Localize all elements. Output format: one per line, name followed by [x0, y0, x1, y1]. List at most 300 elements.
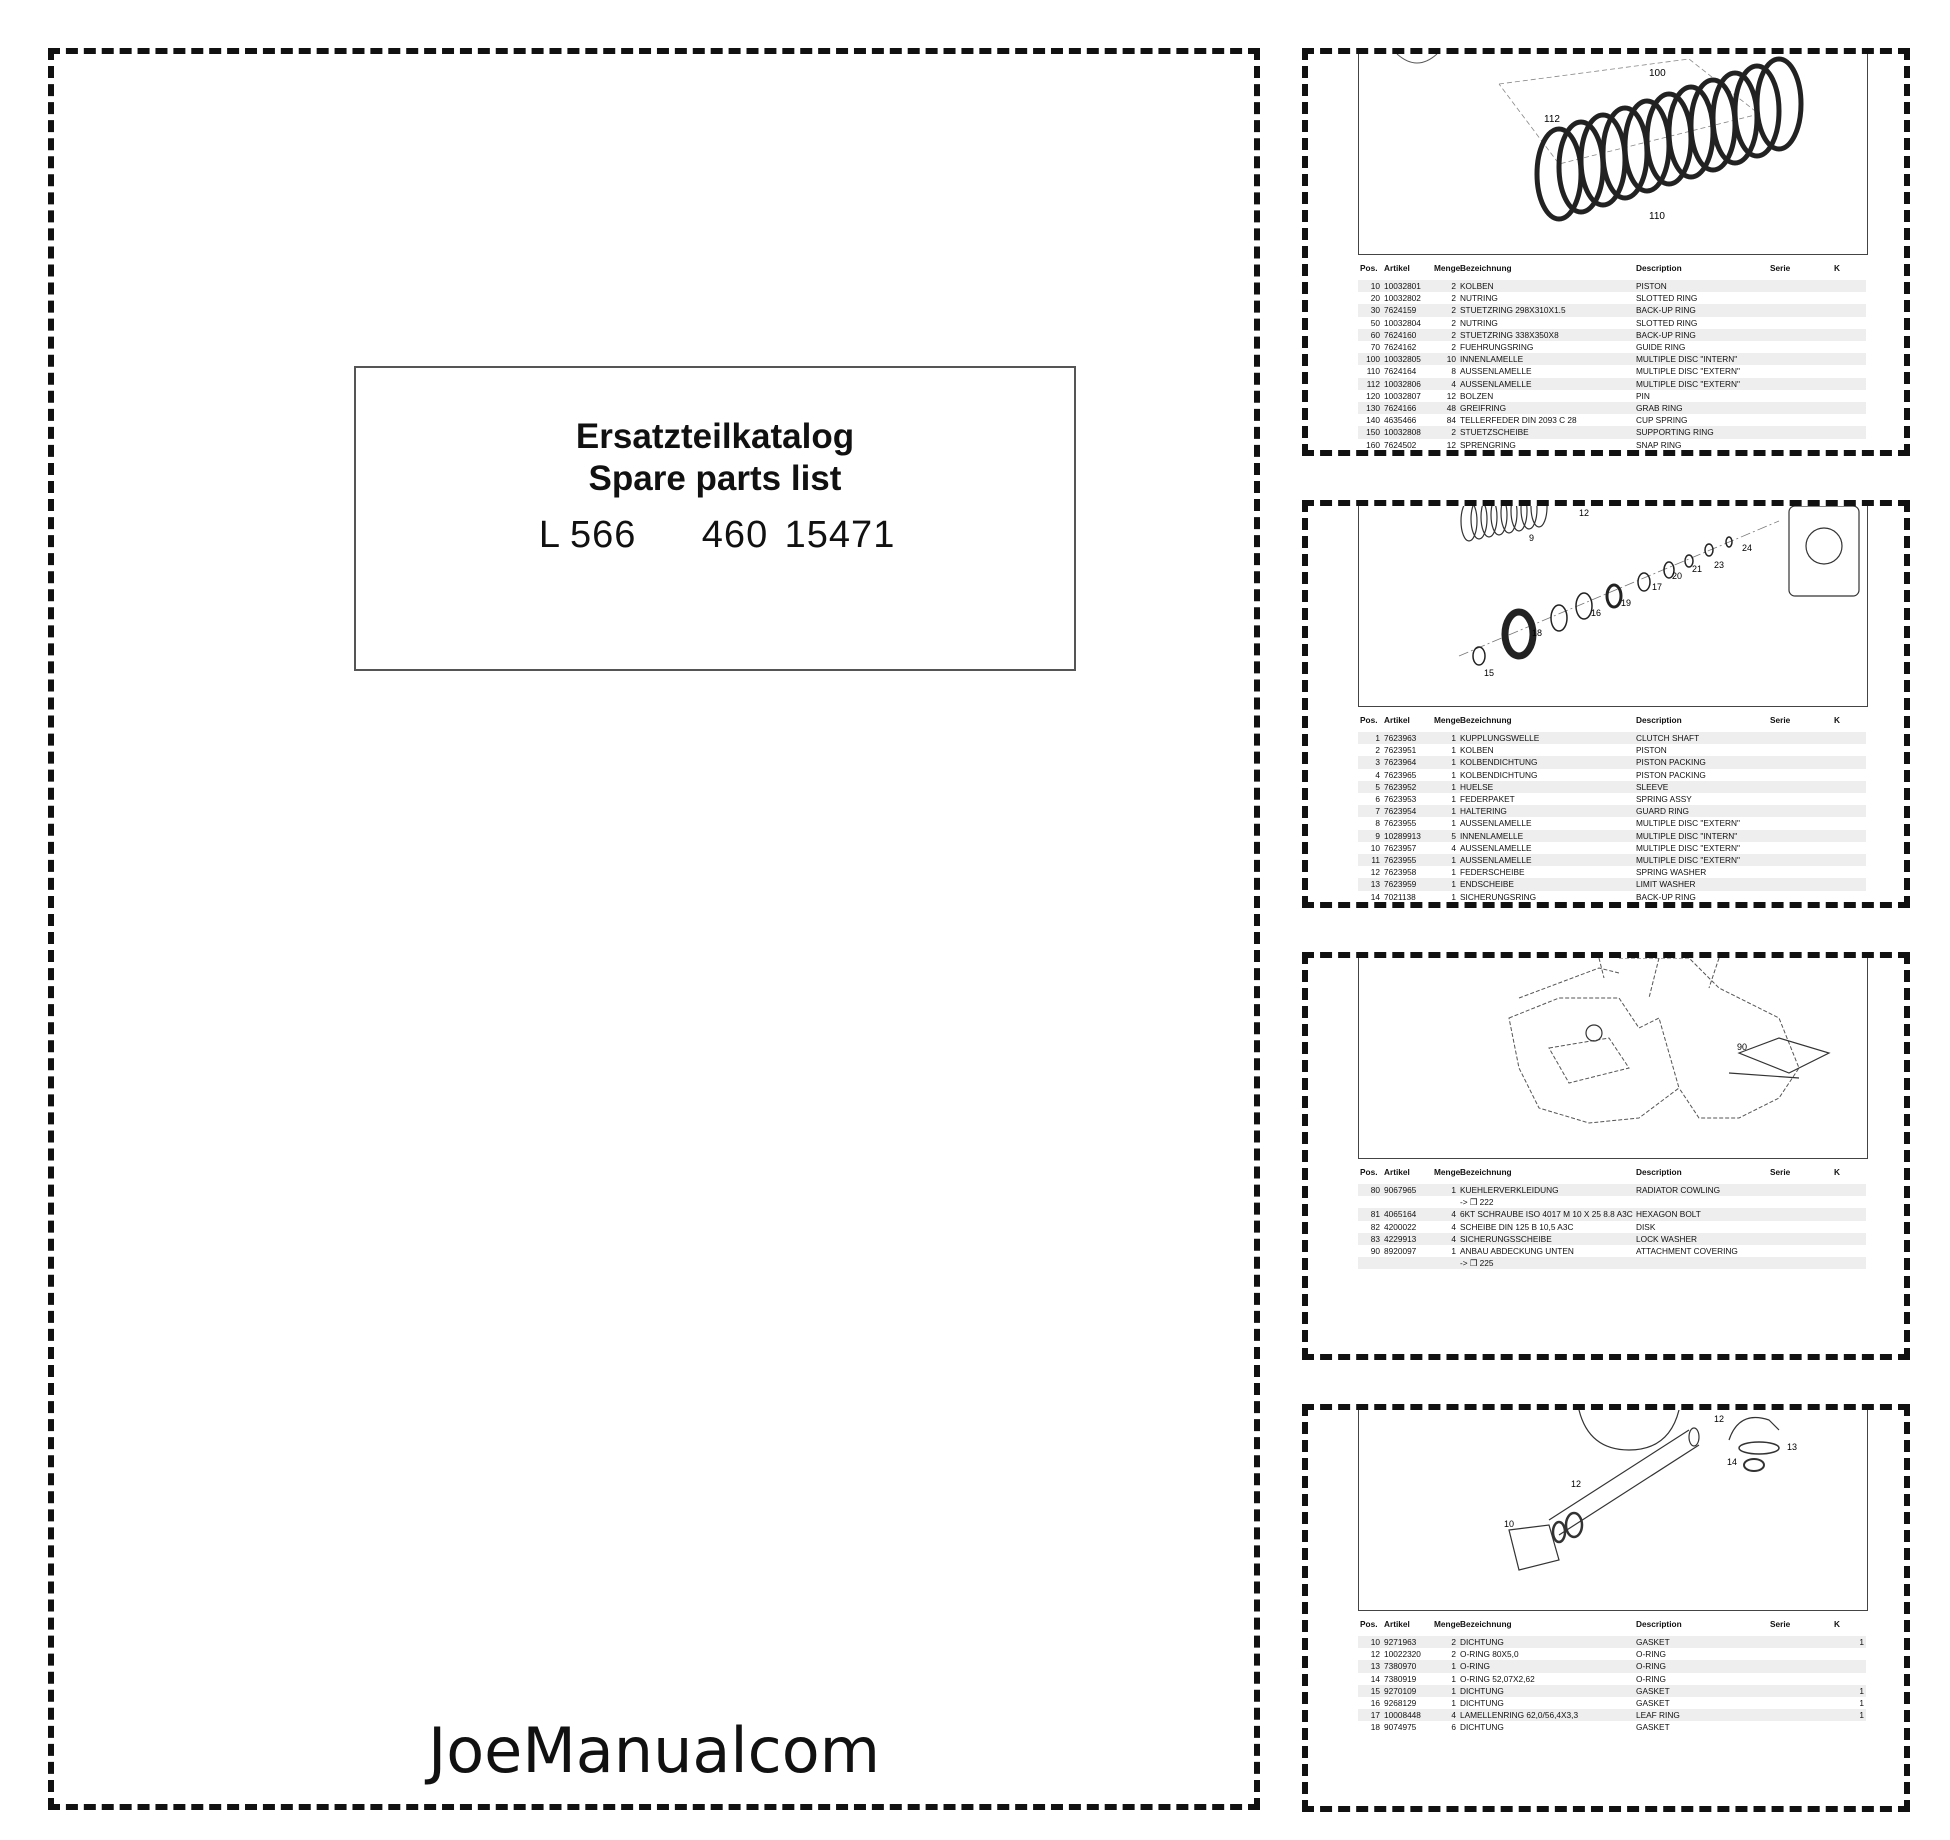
table-row [1358, 402, 1866, 414]
cell-pos: 100 [1358, 353, 1382, 365]
cell-menge: 1 [1432, 756, 1458, 768]
cell-bezeichnung: AUSSENLAMELLE [1458, 854, 1634, 866]
cell-description: SUPPORTING RING [1634, 426, 1768, 438]
col-artikel: Artikel [1384, 1619, 1410, 1629]
cell-artikel: 7380919 [1384, 1673, 1417, 1684]
cell-k [1832, 414, 1866, 426]
cell-artikel: 10032802 [1384, 293, 1421, 304]
table-row [1358, 1673, 1866, 1685]
cell-menge: 10 [1432, 353, 1458, 365]
cell-pos: 30 [1358, 304, 1382, 316]
parts-table [1358, 714, 1866, 903]
cell-pos: 110 [1366, 366, 1380, 377]
table-row [1358, 1184, 1866, 1196]
col-bezeichnung: Bezeichnung [1460, 715, 1512, 725]
cell-k [1832, 1233, 1866, 1245]
cell-serie [1768, 1709, 1832, 1721]
cell-bezeichnung: AUSSENLAMELLE [1460, 366, 1532, 377]
cell-menge: 2 [1432, 329, 1458, 341]
cell-menge: 12 [1446, 439, 1456, 450]
cell-pos: 11 [1358, 854, 1382, 866]
table-row [1358, 329, 1866, 341]
table-row [1358, 304, 1866, 316]
cell-pos: 10 [1358, 280, 1382, 292]
cell-artikel: 7623953 [1384, 794, 1417, 805]
col-serie: Serie [1770, 1619, 1791, 1629]
cell-k [1832, 1721, 1866, 1733]
table-row [1358, 1245, 1866, 1257]
cell-bezeichnung: FUEHRUNGSRING [1460, 342, 1534, 353]
cell-pos: 8 [1375, 818, 1380, 829]
cell-bezeichnung: KOLBENDICHTUNG [1460, 769, 1538, 780]
cell-serie [1768, 878, 1832, 890]
callout: 15 [1484, 668, 1495, 678]
cell-menge: 1 [1451, 1698, 1456, 1709]
col-k: K [1834, 1167, 1840, 1177]
cell-description: SLOTTED RING [1636, 317, 1698, 328]
watermark-text: JoeManualcom [427, 1714, 881, 1787]
cell-artikel: 7623958 [1384, 867, 1417, 878]
callout: 17 [1652, 582, 1663, 592]
cell-pos: 16 [1370, 1698, 1380, 1709]
cell-k [1832, 793, 1866, 805]
cell-k [1832, 1673, 1866, 1685]
cell-pos: 2 [1375, 745, 1380, 756]
catalog-code [356, 514, 1074, 557]
cell-serie [1768, 439, 1832, 451]
cell-pos: 6 [1375, 794, 1380, 805]
callout: 12 [1579, 508, 1590, 518]
table-row [1358, 1233, 1866, 1245]
cell-menge: 4 [1451, 842, 1456, 853]
table-header-row [1358, 1618, 1866, 1636]
cell-k [1832, 341, 1866, 353]
cell-bezeichnung: GREIFRING [1458, 402, 1634, 414]
cell-description: GASKET [1636, 1722, 1670, 1733]
catalog-code-number: 15471 [784, 514, 896, 556]
cell-pos: 13 [1358, 1660, 1382, 1672]
callout: 14 [1727, 1457, 1738, 1467]
cell-artikel: 4635466 [1384, 415, 1417, 426]
table-row [1358, 793, 1866, 805]
cell-artikel: 10032806 [1382, 378, 1432, 390]
cell-k [1832, 842, 1866, 854]
cell-k [1832, 781, 1866, 793]
callout: 19 [1621, 598, 1632, 608]
cell-menge: 48 [1432, 402, 1458, 414]
table-row [1358, 805, 1866, 817]
catalog-title-english: Spare parts list [588, 459, 842, 498]
cell-serie [1768, 1721, 1832, 1733]
cell-description: GASKET [1634, 1636, 1768, 1648]
callout: 110 [1649, 211, 1665, 222]
cell-pos: 15 [1358, 1685, 1382, 1697]
cell-menge: 1 [1432, 781, 1458, 793]
page-preview-1[interactable] [1302, 48, 1910, 456]
cell-serie [1768, 1196, 1832, 1208]
cell-k: 1 [1859, 1698, 1864, 1709]
cell-description: CUP SPRING [1636, 415, 1688, 426]
cell-description: O-RING [1636, 1649, 1666, 1660]
cell-menge: 1 [1451, 891, 1456, 902]
cell-pos: 3 [1358, 756, 1382, 768]
callout: 13 [1787, 1442, 1798, 1452]
cell-k [1832, 866, 1866, 878]
cell-artikel: 10032808 [1382, 426, 1432, 438]
catalog-code-model: 566 [570, 514, 637, 556]
cell-artikel: 9271963 [1382, 1636, 1432, 1648]
col-k: K [1834, 1619, 1840, 1629]
cell-description: O-RING [1634, 1660, 1768, 1672]
cell-bezeichnung: AUSSENLAMELLE [1460, 818, 1532, 829]
cell-k [1832, 1208, 1866, 1220]
table-row [1358, 891, 1866, 903]
catalog-title-box [354, 366, 1076, 671]
cell-bezeichnung: O-RING 52,07X2,62 [1460, 1673, 1535, 1684]
cell-description [1634, 1257, 1768, 1269]
cell-pos: 4 [1375, 769, 1380, 780]
cell-serie [1768, 1660, 1832, 1672]
callout: 23 [1714, 560, 1725, 570]
cell-bezeichnung: STUETZSCHEIBE [1458, 426, 1634, 438]
cell-bezeichnung: DICHTUNG [1458, 1636, 1634, 1648]
cell-artikel [1382, 1257, 1432, 1269]
cell-k [1832, 378, 1866, 390]
cell-description: O-RING [1636, 1673, 1666, 1684]
cell-bezeichnung: AUSSENLAMELLE [1460, 842, 1532, 853]
cell-serie [1768, 280, 1832, 292]
cell-description: MULTIPLE DISC "EXTERN" [1634, 378, 1768, 390]
cell-k: 1 [1832, 1636, 1866, 1648]
cell-bezeichnung: -> ❐ 222 [1460, 1197, 1494, 1208]
table-row [1358, 854, 1866, 866]
col-bezeichnung: Bezeichnung [1460, 1167, 1512, 1177]
col-menge: Menge [1434, 715, 1461, 725]
cell-description: GASKET [1634, 1685, 1768, 1697]
cell-artikel: 9074975 [1384, 1722, 1417, 1733]
cell-menge: 2 [1432, 280, 1458, 292]
cell-description: GUARD RING [1634, 805, 1768, 817]
exploded-drawing [1358, 506, 1868, 707]
cell-pos: 81 [1358, 1208, 1382, 1220]
cell-k [1832, 402, 1866, 414]
table-row [1358, 390, 1866, 402]
cell-artikel: 7380970 [1382, 1660, 1432, 1672]
cell-pos: 12 [1370, 867, 1380, 878]
cell-menge [1432, 1196, 1458, 1208]
cell-k [1832, 280, 1866, 292]
cell-serie [1768, 769, 1832, 781]
table-row [1358, 817, 1866, 829]
table-row [1358, 1648, 1866, 1660]
cell-pos: 12 [1370, 1649, 1380, 1660]
cell-k [1832, 744, 1866, 756]
catalog-code-prefix: L [538, 514, 562, 556]
cell-bezeichnung: -> ❐ 225 [1458, 1257, 1634, 1269]
table-row [1358, 842, 1866, 854]
cell-description: PISTON [1636, 745, 1667, 756]
cell-artikel: 10289913 [1382, 830, 1432, 842]
cell-artikel: 9067965 [1382, 1184, 1432, 1196]
cell-serie [1768, 1257, 1832, 1269]
cell-description: MULTIPLE DISC "EXTERN" [1636, 818, 1740, 829]
cell-description: MULTIPLE DISC "EXTERN" [1636, 842, 1740, 853]
table-row [1358, 1685, 1866, 1697]
cell-pos: 1 [1358, 732, 1382, 744]
cell-artikel [1382, 1196, 1432, 1208]
cell-artikel: 7623952 [1382, 781, 1432, 793]
cell-artikel: 7624159 [1382, 304, 1432, 316]
cell-pos: 18 [1370, 1722, 1380, 1733]
cell-description: SLOTTED RING [1636, 293, 1698, 304]
cell-pos: 140 [1366, 415, 1380, 426]
callout: 112 [1544, 114, 1560, 125]
cell-artikel: 4200022 [1384, 1221, 1417, 1232]
cell-description: GRAB RING [1634, 402, 1768, 414]
cell-bezeichnung: FEDERSCHEIBE [1460, 867, 1525, 878]
table-header-row [1358, 262, 1866, 280]
table-row [1358, 280, 1866, 292]
cell-description: MULTIPLE DISC "EXTERN" [1634, 854, 1768, 866]
cell-menge: 2 [1432, 1636, 1458, 1648]
cell-menge: 5 [1432, 830, 1458, 842]
table-row [1358, 341, 1866, 353]
cell-description: LEAF RING [1634, 1709, 1768, 1721]
cell-bezeichnung: KOLBENDICHTUNG [1458, 756, 1634, 768]
cell-bezeichnung: SCHEIBE DIN 125 B 10,5 A3C [1460, 1221, 1574, 1232]
cell-description: LIMIT WASHER [1634, 878, 1768, 890]
cell-bezeichnung: KUEHLERVERKLEIDUNG [1458, 1184, 1634, 1196]
callout: 18 [1532, 628, 1543, 638]
exploded-drawing [1358, 1410, 1868, 1611]
cell-k [1832, 756, 1866, 768]
cell-menge: 84 [1446, 415, 1456, 426]
cell-k [1832, 830, 1866, 842]
callout: 9 [1529, 533, 1535, 543]
cell-k [1832, 1196, 1866, 1208]
cell-description: CLUTCH SHAFT [1634, 732, 1768, 744]
cell-k [1832, 878, 1866, 890]
page-preview-2[interactable] [1302, 500, 1910, 908]
cell-pos: 9 [1358, 830, 1382, 842]
col-bezeichnung: Bezeichnung [1460, 1619, 1512, 1629]
cell-menge: 1 [1432, 805, 1458, 817]
cell-serie [1768, 817, 1832, 829]
cell-artikel: 7623951 [1384, 745, 1417, 756]
cell-serie [1768, 781, 1832, 793]
cell-k: 1 [1832, 1709, 1866, 1721]
cell-artikel: 7623959 [1382, 878, 1432, 890]
cell-serie [1768, 830, 1832, 842]
cell-artikel: 7623964 [1382, 756, 1432, 768]
cell-menge: 1 [1451, 745, 1456, 756]
cell-description: BACK-UP RING [1634, 304, 1768, 316]
cell-k [1832, 439, 1866, 451]
cell-artikel: 4065164 [1382, 1208, 1432, 1220]
cell-k [1832, 805, 1866, 817]
cell-pos: 7 [1358, 805, 1382, 817]
cell-description: SNAP RING [1636, 439, 1682, 450]
cell-menge: 2 [1451, 1649, 1456, 1660]
cell-serie [1768, 1245, 1832, 1257]
cell-pos: 70 [1370, 342, 1380, 353]
cell-pos: 13 [1358, 878, 1382, 890]
cell-bezeichnung: STUETZRING 338X350X8 [1458, 329, 1634, 341]
cell-bezeichnung: O-RING 80X5,0 [1460, 1649, 1519, 1660]
col-serie: Serie [1770, 1167, 1791, 1177]
cell-serie [1768, 1697, 1832, 1709]
cell-bezeichnung: HALTERING [1458, 805, 1634, 817]
cell-pos: 60 [1358, 329, 1382, 341]
cell-menge: 1 [1451, 769, 1456, 780]
cell-k [1832, 317, 1866, 329]
cell-serie [1768, 842, 1832, 854]
page-preview-3[interactable] [1302, 952, 1910, 1360]
cell-serie [1768, 805, 1832, 817]
cell-artikel: 9270109 [1382, 1685, 1432, 1697]
cell-bezeichnung: LAMELLENRING 62,0/56,4X3,3 [1458, 1709, 1634, 1721]
cell-description: LOCK WASHER [1634, 1233, 1768, 1245]
cell-k [1832, 769, 1866, 781]
col-artikel: Artikel [1384, 263, 1410, 273]
cell-serie [1768, 756, 1832, 768]
cover-page [48, 48, 1260, 1810]
cell-artikel: 7623963 [1382, 732, 1432, 744]
col-pos: Pos. [1360, 1619, 1378, 1629]
cell-pos: 82 [1370, 1221, 1380, 1232]
catalog-title-german: Ersatzteilkatalog [575, 417, 855, 456]
cell-bezeichnung: HUELSE [1458, 781, 1634, 793]
cell-description: BACK-UP RING [1634, 329, 1768, 341]
cell-k [1832, 1257, 1866, 1269]
table-row [1358, 1697, 1866, 1709]
cell-description: SLEEVE [1634, 781, 1768, 793]
cell-menge: 2 [1451, 317, 1456, 328]
cell-pos: 14 [1370, 1673, 1380, 1684]
cell-artikel: 8920097 [1384, 1246, 1417, 1257]
cell-serie [1768, 341, 1832, 353]
cell-bezeichnung: SPRENGRING [1460, 439, 1516, 450]
table-row [1358, 866, 1866, 878]
table-row [1358, 732, 1866, 744]
cell-description: MULTIPLE DISC "EXTERN" [1636, 366, 1740, 377]
cell-description: BACK-UP RING [1636, 891, 1696, 902]
cell-artikel: 7623965 [1384, 769, 1417, 780]
cell-artikel: 4229913 [1382, 1233, 1432, 1245]
cell-description: GASKET [1636, 1698, 1670, 1709]
cell-artikel: 7623955 [1384, 818, 1417, 829]
cell-menge: 1 [1451, 794, 1456, 805]
cell-description: RADIATOR COWLING [1634, 1184, 1768, 1196]
col-menge: Menge [1434, 263, 1461, 273]
cell-menge: 1 [1451, 1246, 1456, 1257]
cell-serie [1768, 1233, 1832, 1245]
table-row [1358, 1196, 1866, 1208]
cell-menge: 1 [1432, 1685, 1458, 1697]
cell-serie [1768, 1648, 1832, 1660]
table-row [1358, 1660, 1866, 1672]
cell-k [1832, 292, 1866, 304]
cell-pos: 17 [1358, 1709, 1382, 1721]
cell-serie [1768, 329, 1832, 341]
cell-menge: 1 [1451, 867, 1456, 878]
cell-artikel: 7624502 [1384, 439, 1417, 450]
cell-pos: 10 [1370, 842, 1380, 853]
cell-bezeichnung: BOLZEN [1460, 390, 1494, 401]
cell-bezeichnung: NUTRING [1460, 317, 1498, 328]
cell-bezeichnung: KOLBEN [1458, 280, 1634, 292]
table-row [1358, 414, 1866, 426]
table-row [1358, 426, 1866, 438]
cell-menge: 1 [1432, 732, 1458, 744]
cell-k [1832, 304, 1866, 316]
cell-artikel: 7021138 [1384, 891, 1416, 902]
cell-artikel: 7624166 [1382, 402, 1432, 414]
table-row [1358, 830, 1866, 842]
cell-bezeichnung: FEDERPAKET [1460, 794, 1515, 805]
table-row [1358, 1709, 1866, 1721]
cell-artikel: 7623957 [1384, 842, 1417, 853]
cell-k: 1 [1832, 1685, 1866, 1697]
col-description: Description [1636, 1167, 1682, 1177]
cell-k [1832, 1221, 1866, 1233]
cell-description: SPRING ASSY [1636, 794, 1692, 805]
cell-artikel: 7624160 [1382, 329, 1432, 341]
cell-serie [1768, 365, 1832, 377]
cell-pos: 10 [1358, 1636, 1382, 1648]
cell-menge: 1 [1432, 1660, 1458, 1672]
cell-bezeichnung: SICHERUNGSSCHEIBE [1458, 1233, 1634, 1245]
callout: 12 [1571, 1479, 1582, 1489]
col-pos: Pos. [1360, 715, 1378, 725]
page-preview-4[interactable] [1302, 1404, 1910, 1812]
table-row [1358, 1208, 1866, 1220]
col-menge: Menge [1434, 1619, 1461, 1629]
cell-description: DISK [1636, 1221, 1656, 1232]
cell-menge: 1 [1451, 818, 1456, 829]
cell-pos: 90 [1370, 1246, 1380, 1257]
cell-serie [1768, 1221, 1832, 1233]
cell-serie [1768, 793, 1832, 805]
cell-bezeichnung: 6KT SCHRAUBE ISO 4017 M 10 X 25 8.8 A3C [1460, 1209, 1633, 1220]
cell-pos [1358, 1196, 1382, 1208]
cell-bezeichnung: ENDSCHEIBE [1458, 878, 1634, 890]
callout: 16 [1591, 608, 1602, 618]
cell-artikel: 10008448 [1382, 1709, 1432, 1721]
cell-k [1832, 1184, 1866, 1196]
cell-description: SPRING WASHER [1636, 867, 1707, 878]
parts-table [1358, 262, 1866, 451]
col-menge: Menge [1434, 1167, 1461, 1177]
cell-pos: 112 [1358, 378, 1382, 390]
cell-bezeichnung: AUSSENLAMELLE [1458, 378, 1634, 390]
cell-description: PISTON PACKING [1636, 769, 1706, 780]
cell-menge [1432, 1257, 1458, 1269]
cell-serie [1768, 1184, 1832, 1196]
cell-pos: 83 [1358, 1233, 1382, 1245]
table-header-row [1358, 1166, 1866, 1184]
cell-bezeichnung: TELLERFEDER DIN 2093 C 28 [1460, 415, 1577, 426]
table-row [1358, 878, 1866, 890]
cell-k [1832, 1660, 1866, 1672]
cell-menge: 1 [1432, 1184, 1458, 1196]
cell-pos: 50 [1370, 317, 1380, 328]
cell-k [1832, 891, 1866, 903]
cell-bezeichnung: NUTRING [1460, 293, 1498, 304]
table-row [1358, 1636, 1866, 1648]
table-row [1358, 744, 1866, 756]
cell-serie [1768, 744, 1832, 756]
